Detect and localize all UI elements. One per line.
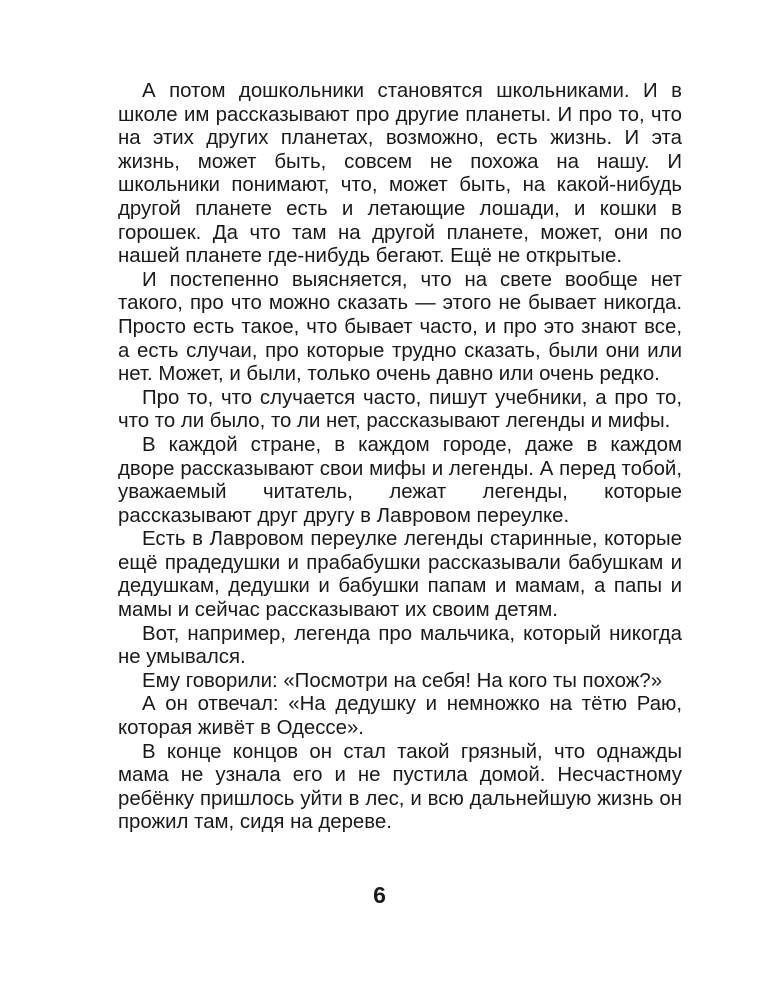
paragraph: Есть в Лавровом переулке легенды старинные, которые ещё прадедушки и прабабушки рассказывали бабушкам и дедушкам, дедушки и бабушки папам и мамам, а папы и мамы и сейчас рассказывают их своим детям. [118,528,682,622]
paragraph: В конце концов он стал такой грязный, что однажды мама не узнала его и не пустила домой. Несчастному ребёнку пришлось уйти в лес, и всю дальнейшую жизнь он прожил там, сидя на дереве. [118,740,682,834]
paragraph: Ему говорили: «Посмотри на себя! На кого ты похож?» [142,669,663,692]
body-text [118,80,682,835]
paragraph: Про то, что случается часто, пишут учебники, а про то, что то ли было, то ли нет, рассказывают легенды и мифы. [118,386,682,433]
paragraph: В каждой стране, в каждом городе, даже в каждом дворе рассказывают свои мифы и легенды. А перед тобой, уважаемый читатель, лежат легенды, которые рассказывают друг другу в Лавровом переулке. [118,433,682,527]
paragraph: И постепенно выясняется, что на свете вообще нет такого, про что можно сказать — этого не бывает никогда. Просто есть такое, что бывает часто, и про это знают все, а есть случаи, про которые трудно сказать, были они или нет. Может, и были, только очень давно или очень редко. [118,268,682,386]
paragraph: А потом дошкольники становятся школьниками. И в школе им рассказывают про другие планеты. И про то, что на этих других планетах, возможно, есть жизнь. И эта жизнь, может быть, совсем не похожа на нашу. И школьники понимают, что, может быть, на какой-нибудь другой планете есть и летающие лошади, и кошки в горошек. Да что там на другой планете, может, они по нашей планете где-нибудь бегают. Ещё не открытые. [118,80,682,268]
paragraph: Вот, например, легенда про мальчика, который никогда не умывался. [118,622,682,669]
page-number: 6 [373,882,386,908]
paragraph: А он отвечал: «На дедушку и немножко на тётю Раю, которая живёт в Одессе». [118,693,682,740]
